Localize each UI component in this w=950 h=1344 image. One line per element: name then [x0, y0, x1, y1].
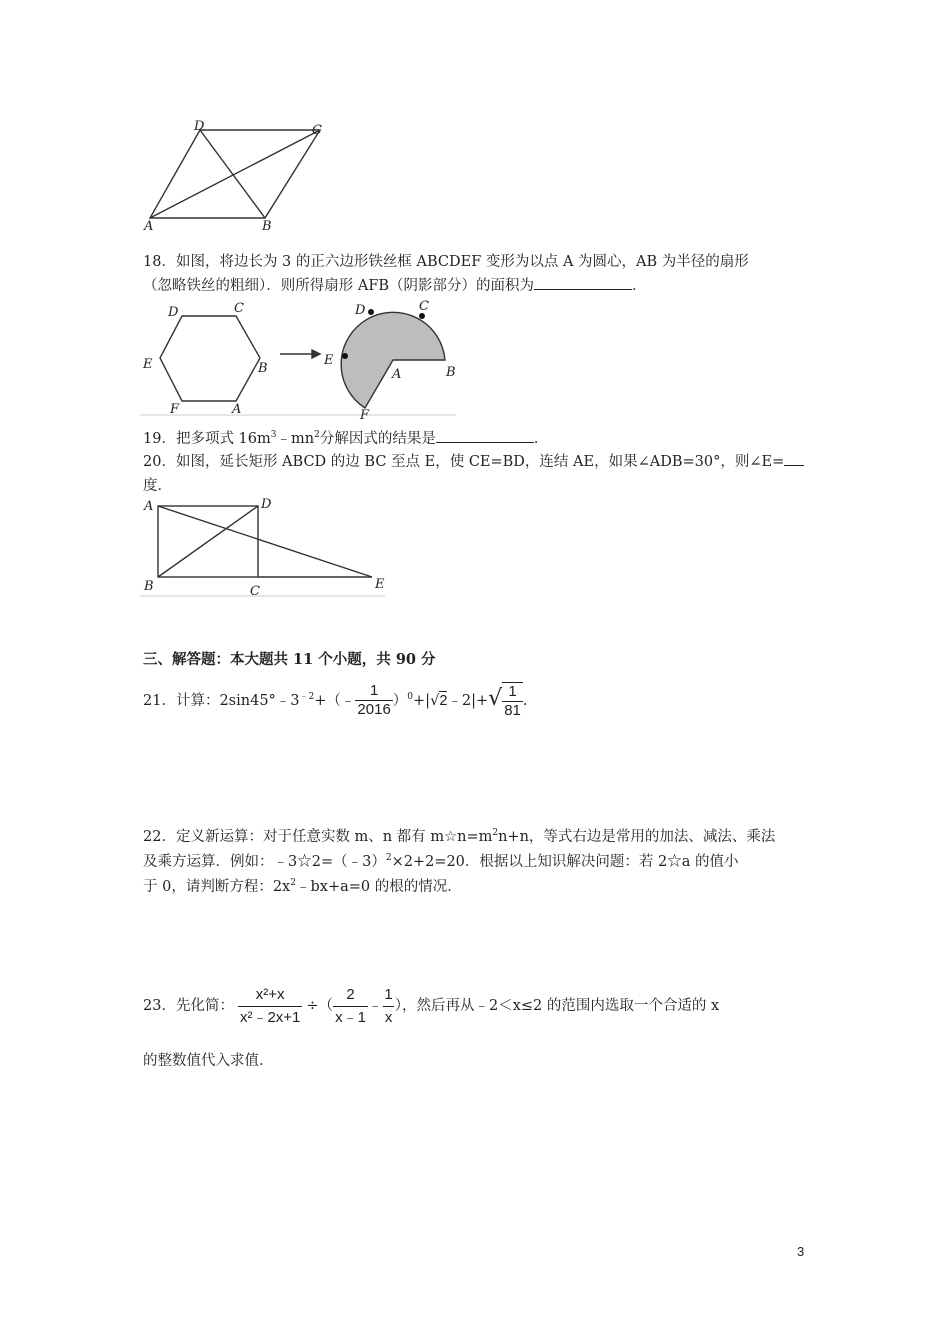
- q21-frac-den: 2016: [357, 701, 391, 719]
- q19-end: ．: [533, 430, 549, 447]
- q22-line1-sup: 2: [492, 828, 499, 838]
- sqrt-icon: √: [430, 692, 440, 709]
- q19-suffix: 分解因式的结果是: [319, 430, 436, 447]
- q22-line3-a: 于 0，请判断方程：2x: [143, 878, 291, 895]
- hex-label-b: B: [258, 361, 268, 376]
- q20-line1-text: 20．如图，延长矩形 ABCD 的边 BC 至点 E，使 CE=BD，连结 AE，如果∠ADB=30°，则∠E=: [143, 454, 785, 470]
- q23-f1-num: x²+x: [255, 985, 285, 1003]
- q21: [143, 676, 528, 718]
- q22-line2-a: 及乘方运算．例如：﹣3☆2=（﹣3）: [143, 853, 386, 870]
- q18-line2: [143, 275, 647, 297]
- q20-line2: 度．: [143, 478, 172, 494]
- q21-frac-num: 1: [369, 682, 379, 700]
- sector-label-a: A: [392, 367, 402, 382]
- q19-prefix: 19．把多项式 16m: [143, 430, 271, 447]
- rect-label-e: E: [375, 577, 385, 592]
- label-d: D: [194, 119, 205, 134]
- hex-label-f: F: [170, 402, 180, 417]
- sector-label-d: D: [355, 303, 366, 318]
- q23-f3-num: 1: [384, 985, 393, 1003]
- q21-end: .: [522, 692, 528, 709]
- q19-sup1: 3: [270, 430, 277, 440]
- point-d: [368, 309, 374, 315]
- rect-label-d: D: [261, 497, 272, 512]
- fraction-1-2016: [355, 682, 392, 719]
- q21-sup1: ﹣2: [299, 692, 315, 702]
- q23: [143, 978, 719, 1034]
- q22-line3-b: ﹣bx+a=0 的根的情况．: [295, 878, 462, 895]
- q18-line2-end: ．: [632, 278, 647, 294]
- q19: [143, 424, 548, 450]
- page-number: 3: [797, 1244, 805, 1259]
- q22-line1: [143, 822, 775, 848]
- q21-plus2: +|: [413, 692, 431, 709]
- rect-label-c: C: [250, 584, 260, 599]
- sector-label-b: B: [446, 365, 456, 380]
- q21-plus1: +（﹣: [314, 692, 356, 709]
- answer-blank[interactable]: [534, 288, 632, 290]
- q21-close: ）: [392, 692, 408, 709]
- q19-sup2: 2: [314, 430, 320, 440]
- hex-label-a: A: [232, 402, 242, 417]
- answer-blank[interactable]: [436, 441, 534, 443]
- q21-sup2: 0: [407, 692, 414, 702]
- q22-line3: [143, 872, 462, 898]
- fraction-x2x: [238, 984, 302, 1029]
- q22-line3-sup: 2: [290, 878, 296, 888]
- rect-label-b: B: [144, 579, 154, 594]
- sector-label-c: C: [419, 299, 429, 314]
- q21-sqrt2: 2: [439, 692, 448, 709]
- q23-div: ÷（: [306, 998, 334, 1014]
- hex-label-e: E: [143, 357, 153, 372]
- q23-f3-den: x: [383, 1006, 395, 1029]
- sector-label-e: E: [324, 353, 334, 368]
- q23-f2-den: x﹣1: [333, 1006, 368, 1029]
- arrow-icon: [280, 350, 320, 358]
- q18-line2-text: （忽略铁丝的粗细）．则所得扇形 AFB（阴影部分）的面积为: [143, 278, 535, 294]
- fraction-1-x: [382, 984, 394, 1029]
- fraction-1-81: [502, 682, 523, 720]
- q23-prefix: 23．先化简：: [143, 998, 234, 1014]
- q19-mid: ﹣mn: [276, 430, 315, 447]
- q23-f1-den: x²﹣2x+1: [238, 1006, 302, 1029]
- q23-minus: ﹣: [367, 998, 383, 1014]
- rectangle-figure: [140, 496, 390, 600]
- q23-line2: 的整数值代入求值．: [143, 1053, 274, 1069]
- sector-label-f: F: [360, 408, 370, 420]
- point-e: [342, 353, 348, 359]
- q22-line2: [143, 847, 739, 873]
- rect-label-a: A: [144, 499, 154, 514]
- q21-minus2: ﹣2|+: [447, 692, 489, 709]
- label-a: A: [144, 219, 154, 233]
- q21-prefix: 21．计算：2sin45°﹣3: [143, 692, 300, 709]
- hexagon-sector-figure: [140, 298, 460, 420]
- q21-sqrt-den: 81: [504, 701, 521, 719]
- q23-suffix: ），然后再从﹣2＜x≤2 的范围内选取一个合适的 x: [394, 998, 720, 1014]
- hex-label-d: D: [168, 305, 179, 320]
- answer-blank[interactable]: [784, 464, 804, 466]
- parallelogram-figure: [140, 118, 340, 233]
- hex-label-c: C: [234, 301, 244, 316]
- label-c: C: [312, 123, 322, 138]
- section-title: 三、解答题：本大题共 11 个小题，共 90 分: [143, 651, 436, 668]
- q23-f2-num: 2: [346, 985, 355, 1003]
- fraction-2-x-1: [333, 984, 368, 1029]
- label-b: B: [262, 219, 272, 233]
- q22-line1-a: 22．定义新运算：对于任意实数 m、n 都有 m☆n=m: [143, 828, 493, 845]
- q22-line1-b: n+n，等式右边是常用的加法、减法、乘法: [498, 828, 776, 845]
- q18-line1: 18．如图，将边长为 3 的正六边形铁丝框 ABCDEF 变形为以点 A 为圆心，AB 为半径的扇形: [143, 254, 749, 270]
- q22-line2-b: ×2+2=20．根据以上知识解决问题：若 2☆a 的值小: [391, 853, 739, 870]
- sqrt-icon: √: [488, 685, 503, 711]
- q21-sqrt-num: 1: [508, 682, 517, 700]
- q20-line1: [143, 451, 804, 473]
- q22-line2-sup: 2: [385, 853, 392, 863]
